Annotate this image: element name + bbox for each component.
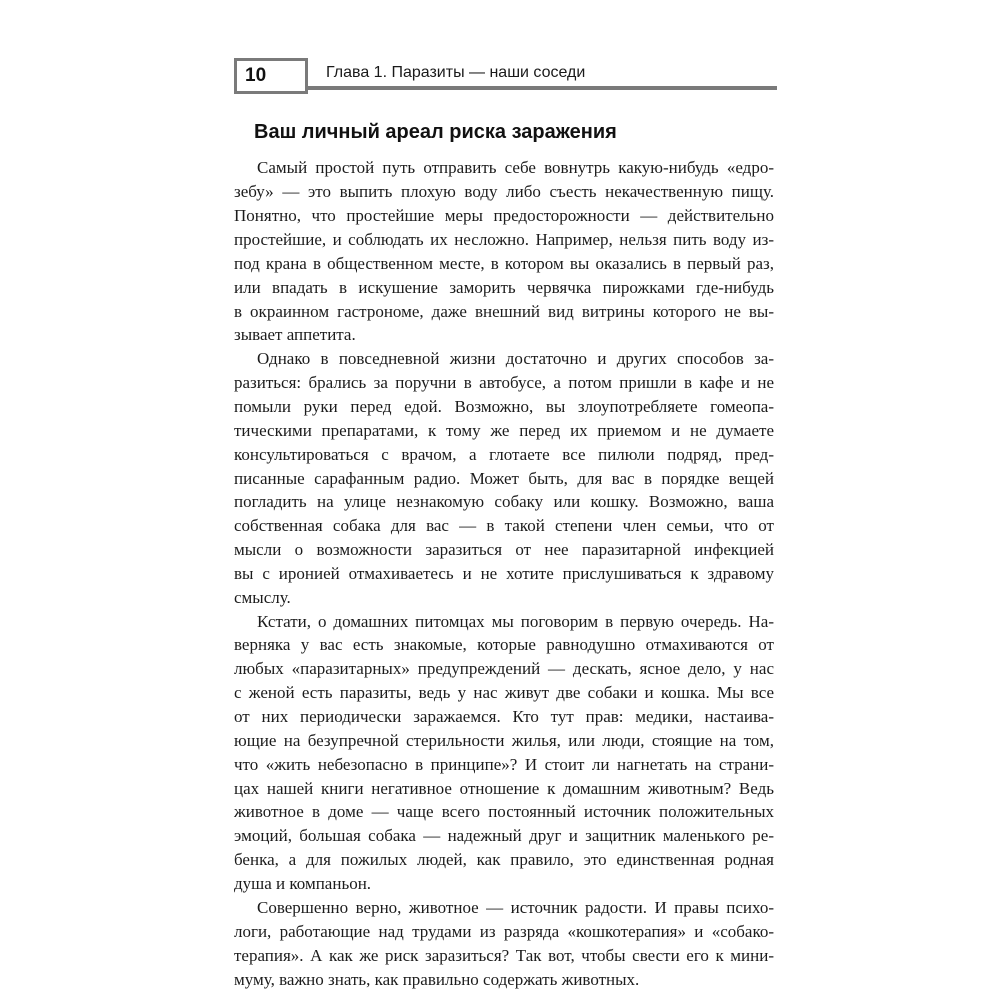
text-line: вы с иронией отмахиваетесь и не хотите прислушиваться к здравому bbox=[234, 564, 774, 583]
text-line: логи, работающие над трудами из разряда «кошкотерапия» и «собако- bbox=[234, 922, 774, 941]
text-line: смыслу. bbox=[234, 588, 291, 607]
header-rule bbox=[308, 86, 777, 90]
text-line: верняка у вас есть знакомые, которые равнодушно отмахиваются от bbox=[234, 635, 774, 654]
text-line: помыли руки перед едой. Возможно, вы злоупотребляете гомеопа- bbox=[234, 397, 774, 416]
text-line: от них периодически заражаемся. Кто тут прав: медики, настаива- bbox=[234, 707, 774, 726]
text-line: животное в доме — чаще всего постоянный источник положительных bbox=[234, 802, 774, 821]
text-line: писанные сарафанным радио. Может быть, для вас в порядке вещей bbox=[234, 469, 774, 488]
text-line: Понятно, что простейшие меры предосторожности — действительно bbox=[234, 206, 774, 225]
text-line: что «жить небезопасно в принципе»? И стоит ли нагнетать на страни- bbox=[234, 755, 774, 774]
text-line: Однако в повседневной жизни достаточно и других способов за- bbox=[257, 349, 774, 368]
text-line: Кстати, о домашних питомцах мы поговорим в первую очередь. На- bbox=[257, 612, 774, 631]
text-line: душа и компаньон. bbox=[234, 874, 372, 893]
text-line: под крана в общественном месте, в котором вы оказались в первый раз, bbox=[234, 254, 774, 273]
text-line: погладить на улице незнакомую собаку или кошку. Возможно, ваша bbox=[234, 492, 774, 511]
text-line: зывает аппетита. bbox=[234, 325, 356, 344]
page-number-box bbox=[234, 58, 308, 94]
text-line: мысли о возможности заразиться от нее паразитарной инфекцией bbox=[234, 540, 774, 559]
text-line: простейшие, и соблюдать их несложно. Например, нельзя пить воду из- bbox=[234, 230, 774, 249]
text-line: разиться: брались за поручни в автобусе, а потом пришли в кафе и не bbox=[234, 373, 774, 392]
section-heading: Ваш личный ареал риска заражения bbox=[254, 121, 617, 143]
page-number: 10 bbox=[245, 65, 267, 86]
text-line: тическими препаратами, к тому же перед их приемом и не думаете bbox=[234, 421, 774, 440]
text-line: Самый простой путь отправить себе вовнутрь какую-нибудь «едро- bbox=[257, 158, 774, 177]
text-line: цах нашей книги негативное отношение к домашним животным? Ведь bbox=[234, 779, 774, 798]
running-head: Глава 1. Паразиты — наши соседи bbox=[326, 64, 586, 81]
text-line: собственная собака для вас — в такой степени член семьи, что от bbox=[234, 516, 774, 535]
text-line: бенка, а для пожилых людей, как правило, это единственная родная bbox=[234, 850, 774, 869]
text-line: Совершенно верно, животное — источник радости. И правы психо- bbox=[257, 898, 774, 917]
text-line: в окраинном гастрономе, даже внешний вид витрины которого не вы- bbox=[234, 302, 774, 321]
text-line: любых «паразитарных» предупреждений — дескать, ясное дело, у нас bbox=[234, 659, 774, 678]
text-line: терапия». А как же риск заразиться? Так вот, чтобы свести его к мини- bbox=[234, 946, 774, 965]
text-line: зебу» — это выпить плохую воду либо съесть некачественную пищу. bbox=[234, 182, 774, 201]
text-line: или впадать в искушение заморить червячка пирожками где-нибудь bbox=[234, 278, 774, 297]
text-line: с женой есть паразиты, ведь у нас живут две собаки и кошка. Мы все bbox=[234, 683, 774, 702]
text-line: муму, важно знать, как правильно содержать животных. bbox=[234, 970, 640, 989]
text-line: консультироваться с врачом, а глотаете все пилюли подряд, пред- bbox=[234, 445, 774, 464]
text-line: ющие на безупречной стерильности жилья, или люди, стоящие на том, bbox=[234, 731, 774, 750]
text-line: эмоций, большая собака — надежный друг и защитник маленького ре- bbox=[234, 826, 774, 845]
